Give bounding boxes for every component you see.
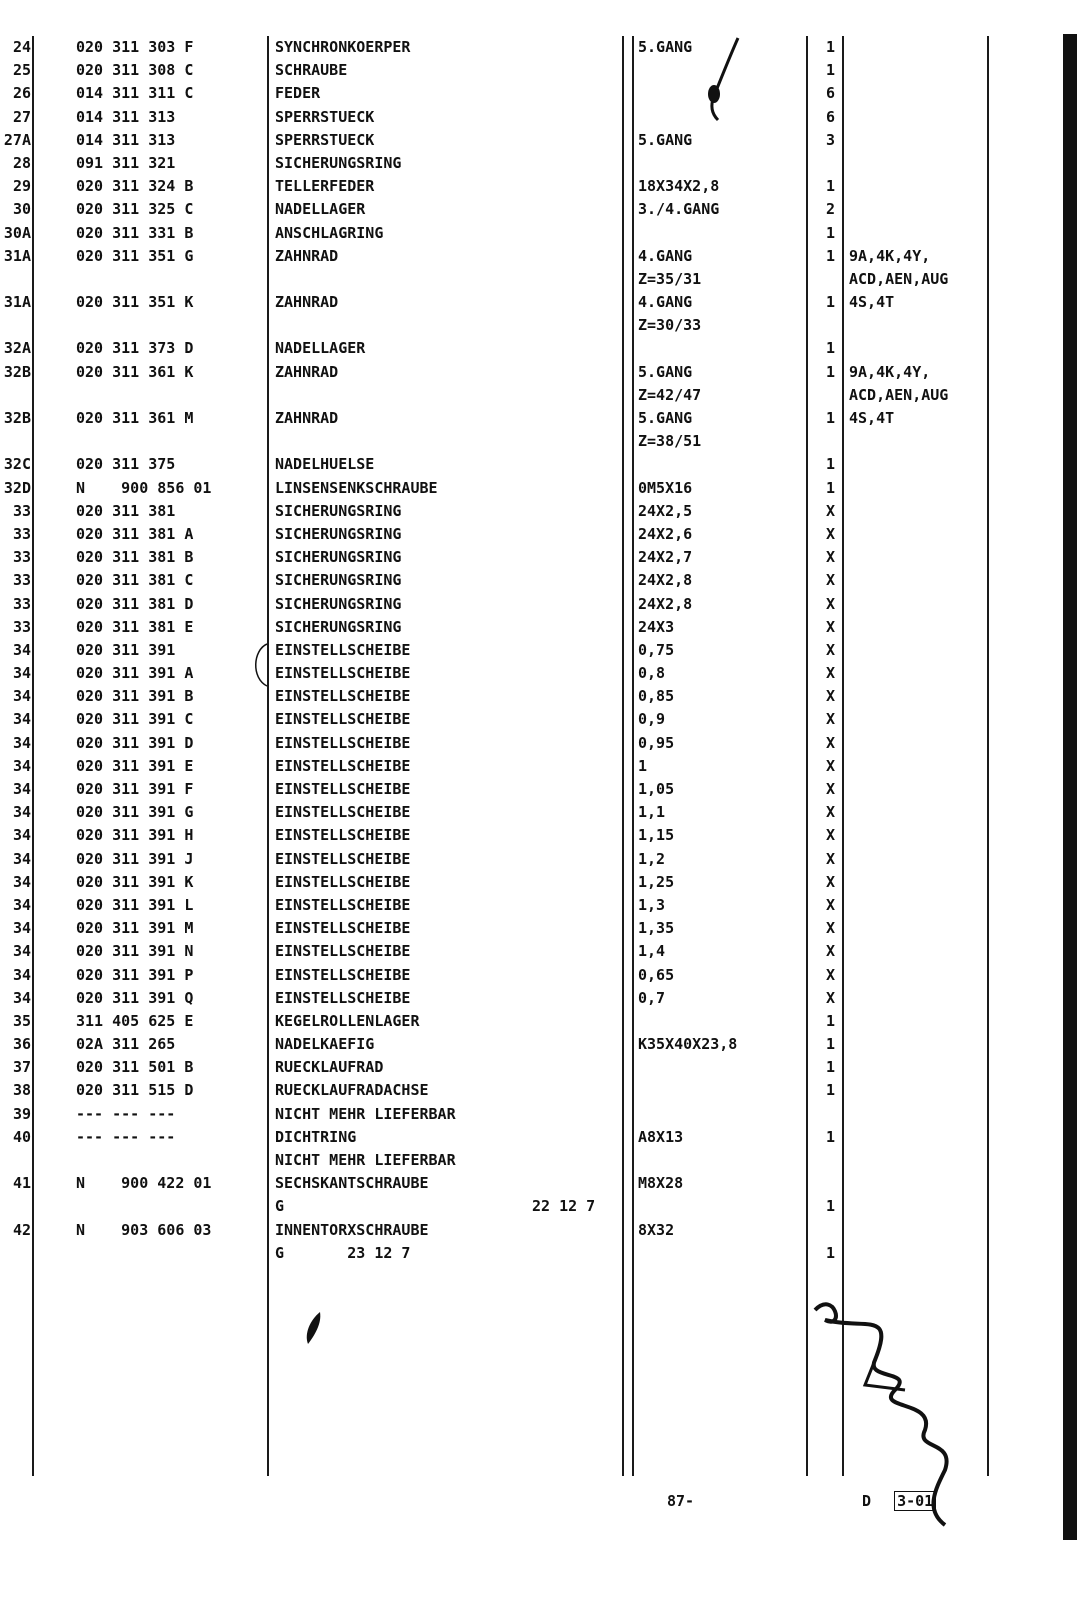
specification-cell: 4.GANG [638, 246, 693, 265]
specification-cell: 0M5X16 [638, 478, 693, 497]
position-cell: 42 [12, 1220, 31, 1239]
position-cell: 32C [3, 455, 31, 474]
part-number-cell: 020 311 391 K [76, 872, 194, 891]
position-cell: 31A [3, 293, 31, 312]
quantity-cell: 1 [826, 1035, 836, 1054]
quantity-cell: X [826, 965, 836, 984]
description-cell: SICHERUNGSRING [275, 594, 402, 613]
quantity-cell: X [826, 594, 836, 613]
quantity-cell: X [826, 872, 836, 891]
description-cell: SICHERUNGSRING [275, 524, 402, 543]
section-letter: D [862, 1492, 872, 1510]
position-cell: 32B [3, 362, 31, 381]
part-number-cell: 020 311 391 P [76, 965, 194, 984]
table-row [0, 917, 1087, 940]
table-row [0, 616, 1087, 639]
description-cell: NADELKAEFIG [275, 1035, 375, 1054]
part-number-cell: 020 311 515 D [76, 1081, 194, 1100]
quantity-cell: X [826, 501, 836, 520]
position-cell: 32A [3, 339, 31, 358]
specification-cell: 1,05 [638, 780, 675, 798]
table-row [0, 36, 1087, 59]
description-cell: EINSTELLSCHEIBE [275, 942, 411, 961]
specification-cell: Z=35/31 [638, 269, 702, 288]
position-cell: 40 [12, 1127, 31, 1146]
table-row [0, 546, 1087, 569]
position-cell: 34 [12, 733, 31, 752]
part-number-cell: 020 311 381 E [76, 617, 194, 636]
ink-mark [700, 36, 750, 126]
table-row [0, 778, 1087, 801]
description-cell: INNENTORXSCHRAUBE [275, 1220, 429, 1239]
quantity-cell: 1 [826, 293, 836, 312]
description-cell: SCHRAUBE [275, 61, 348, 80]
position-cell: 30A [3, 223, 31, 242]
ink-bracket [245, 640, 275, 690]
specification-cell: 8X32 [638, 1220, 675, 1239]
table-row [0, 106, 1087, 129]
table-row [0, 453, 1087, 476]
position-cell: 30 [12, 200, 31, 219]
quantity-cell: 6 [826, 84, 836, 103]
position-cell: 34 [12, 988, 31, 1007]
remark-cell: 9A,4K,4Y, [849, 362, 931, 381]
table-row [0, 940, 1087, 963]
specification-cell: 24X2,8 [638, 571, 693, 590]
description-cell: EINSTELLSCHEIBE [275, 965, 411, 984]
specification-cell: 0,65 [638, 965, 675, 984]
position-cell: 34 [12, 756, 31, 775]
part-number-cell: 020 311 391 E [76, 756, 194, 775]
specification-cell: 0,9 [638, 710, 666, 729]
description-cell: NICHT MEHR LIEFERBAR [275, 1104, 456, 1123]
description-cell: EINSTELLSCHEIBE [275, 803, 411, 822]
description-cell: SPERRSTUECK [275, 107, 375, 126]
table-row [0, 337, 1087, 360]
specification-cell: 24X2,7 [638, 548, 693, 567]
position-cell: 25 [12, 61, 31, 80]
description-cell: TELLERFEDER [275, 177, 375, 196]
part-number-cell: 020 311 381 A [76, 524, 194, 543]
position-cell: 34 [12, 895, 31, 914]
table-row [0, 1172, 1087, 1195]
specification-cell: 1,4 [638, 942, 666, 961]
table-row [0, 314, 1087, 337]
position-cell: 39 [12, 1104, 31, 1123]
position-cell: 33 [12, 594, 31, 613]
position-cell: 32D [3, 478, 31, 497]
specification-cell: Z=30/33 [638, 316, 702, 335]
position-cell: 41 [12, 1174, 31, 1193]
specification-cell: 0,85 [638, 687, 675, 706]
table-row [0, 1149, 1087, 1172]
quantity-cell: X [826, 895, 836, 914]
part-number-cell: 020 311 324 B [76, 177, 194, 196]
specification-cell: 4.GANG [638, 293, 693, 312]
position-cell: 36 [12, 1035, 31, 1054]
description-cell: EINSTELLSCHEIBE [275, 919, 411, 938]
specification-cell: 24X2,6 [638, 524, 693, 543]
description-cell: ANSCHLAGRING [275, 223, 384, 242]
quantity-cell: 1 [826, 38, 836, 56]
position-cell: 26 [12, 84, 31, 103]
description-cell: EINSTELLSCHEIBE [275, 826, 411, 845]
specification-cell: 18X34X2,8 [638, 177, 720, 196]
description-cell: SICHERUNGSRING [275, 548, 402, 567]
position-cell: 35 [12, 1011, 31, 1030]
part-number-cell: 020 311 391 M [76, 919, 194, 938]
table-row [0, 198, 1087, 221]
part-number-cell: 020 311 308 C [76, 61, 194, 80]
position-cell: 33 [12, 524, 31, 543]
table-row [0, 245, 1087, 268]
position-cell: 33 [12, 548, 31, 567]
description-cell: SPERRSTUECK [275, 130, 375, 149]
date-cell: 22 12 7 [532, 1197, 596, 1216]
page-number: 87- [667, 1492, 695, 1510]
quantity-cell: 1 [826, 362, 836, 381]
table-row [0, 268, 1087, 291]
part-number-cell: 020 311 381 C [76, 571, 194, 590]
quantity-cell: X [826, 988, 836, 1007]
part-number-cell: 020 311 391 H [76, 826, 194, 845]
quantity-cell: 1 [826, 177, 836, 196]
table-row [0, 1033, 1087, 1056]
part-number-cell: 311 405 625 E [76, 1011, 194, 1030]
table-row [0, 477, 1087, 500]
part-number-cell: 020 311 391 C [76, 710, 194, 729]
table-row [0, 1056, 1087, 1079]
quantity-cell: X [826, 664, 836, 683]
specification-cell: Z=38/51 [638, 432, 702, 451]
quantity-cell: X [826, 524, 836, 543]
table-row [0, 291, 1087, 314]
description-cell: ZAHNRAD [275, 409, 339, 427]
table-row [0, 430, 1087, 453]
ink-blot [300, 1310, 330, 1350]
table-row [0, 1010, 1087, 1033]
position-cell: 34 [12, 965, 31, 984]
table-row [0, 500, 1087, 523]
quantity-cell: X [826, 756, 836, 775]
description-cell: ZAHNRAD [275, 246, 339, 265]
table-row [0, 1103, 1087, 1126]
ink-scribble [805, 1290, 985, 1530]
quantity-cell: X [826, 803, 836, 822]
specification-cell: 5.GANG [638, 130, 693, 149]
part-number-cell: 020 311 391 N [76, 942, 194, 961]
table-row [0, 987, 1087, 1010]
quantity-cell: 1 [826, 1058, 836, 1077]
position-cell: 34 [12, 780, 31, 798]
part-number-cell: 020 311 391 A [76, 664, 194, 683]
description-cell: KEGELROLLENLAGER [275, 1011, 420, 1030]
description-cell: EINSTELLSCHEIBE [275, 849, 411, 868]
description-cell: G 23 12 7 [275, 1243, 411, 1262]
part-number-cell: N 900 856 01 [76, 478, 212, 497]
table-row [0, 1079, 1087, 1102]
part-number-cell: 020 311 381 [76, 501, 176, 520]
quantity-cell: X [826, 710, 836, 729]
specification-cell: 1,3 [638, 895, 666, 914]
position-cell: 28 [12, 153, 31, 172]
specification-cell: 0,7 [638, 988, 666, 1007]
quantity-cell: 1 [826, 339, 836, 358]
quantity-cell: X [826, 548, 836, 567]
specification-cell: 0,75 [638, 640, 675, 659]
quantity-cell: 6 [826, 107, 836, 126]
table-row [0, 82, 1087, 105]
quantity-cell: 3 [826, 130, 836, 149]
description-cell: SICHERUNGSRING [275, 153, 402, 172]
description-cell: LINSENSENKSCHRAUBE [275, 478, 438, 497]
part-number-cell: N 900 422 01 [76, 1174, 212, 1193]
description-cell: NADELLAGER [275, 339, 366, 358]
remark-cell: 9A,4K,4Y, [849, 246, 931, 265]
table-row [0, 755, 1087, 778]
quantity-cell: 2 [826, 200, 836, 219]
description-cell: NICHT MEHR LIEFERBAR [275, 1151, 456, 1169]
position-cell: 34 [12, 664, 31, 683]
description-cell: RUECKLAUFRADACHSE [275, 1081, 429, 1100]
description-cell: EINSTELLSCHEIBE [275, 895, 411, 914]
quantity-cell: 1 [826, 1011, 836, 1030]
table-row [0, 708, 1087, 731]
position-cell: 33 [12, 617, 31, 636]
description-cell: NADELHUELSE [275, 455, 375, 474]
description-cell: EINSTELLSCHEIBE [275, 780, 411, 798]
specification-cell: 3./4.GANG [638, 200, 720, 219]
position-cell: 27 [12, 107, 31, 126]
description-cell: G [275, 1197, 285, 1216]
specification-cell: Z=42/47 [638, 385, 702, 404]
position-cell: 34 [12, 803, 31, 822]
specification-cell: 1,25 [638, 872, 675, 891]
part-number-cell: --- --- --- [76, 1127, 176, 1146]
table-row [0, 407, 1087, 430]
part-number-cell: 014 311 311 C [76, 84, 194, 103]
quantity-cell: 1 [826, 223, 836, 242]
part-number-cell: 020 311 391 Q [76, 988, 194, 1007]
position-cell: 31A [3, 246, 31, 265]
specification-cell: 5.GANG [638, 409, 693, 427]
description-cell: DICHTRING [275, 1127, 357, 1146]
part-number-cell: 020 311 373 D [76, 339, 194, 358]
table-row [0, 871, 1087, 894]
table-row [0, 964, 1087, 987]
remark-cell: 4S,4T [849, 409, 895, 427]
part-number-cell: 020 311 381 D [76, 594, 194, 613]
description-cell: ZAHNRAD [275, 362, 339, 381]
part-number-cell: 020 311 391 D [76, 733, 194, 752]
remark-cell: ACD,AEN,AUG [849, 385, 949, 404]
table-row [0, 639, 1087, 662]
part-number-cell: 020 311 391 L [76, 895, 194, 914]
table-row [0, 1219, 1087, 1242]
position-cell: 24 [12, 38, 31, 56]
quantity-cell: 1 [826, 455, 836, 474]
position-cell: 38 [12, 1081, 31, 1100]
table-row [0, 593, 1087, 616]
position-cell: 34 [12, 826, 31, 845]
part-number-cell: 020 311 361 M [76, 409, 194, 427]
quantity-cell: X [826, 849, 836, 868]
position-cell: 33 [12, 501, 31, 520]
table-row [0, 222, 1087, 245]
quantity-cell: 1 [826, 1243, 836, 1262]
description-cell: NADELLAGER [275, 200, 366, 219]
specification-cell: 5.GANG [638, 38, 693, 56]
table-row [0, 824, 1087, 847]
quantity-cell: X [826, 826, 836, 845]
position-cell: 27A [3, 130, 31, 149]
part-number-cell: 020 311 351 G [76, 246, 194, 265]
position-cell: 29 [12, 177, 31, 196]
remark-cell: ACD,AEN,AUG [849, 269, 949, 288]
position-cell: 34 [12, 942, 31, 961]
table-row [0, 732, 1087, 755]
specification-cell: 1,15 [638, 826, 675, 845]
description-cell: SYNCHRONKOERPER [275, 38, 411, 56]
table-row [0, 129, 1087, 152]
description-cell: EINSTELLSCHEIBE [275, 640, 411, 659]
part-number-cell: 020 311 325 C [76, 200, 194, 219]
description-cell: EINSTELLSCHEIBE [275, 988, 411, 1007]
position-cell: 32B [3, 409, 31, 427]
description-cell: SICHERUNGSRING [275, 617, 402, 636]
section-box: 3-01 [894, 1491, 936, 1511]
specification-cell: M8X28 [638, 1174, 684, 1193]
specification-cell: 0,95 [638, 733, 675, 752]
position-cell: 33 [12, 571, 31, 590]
quantity-cell: 1 [826, 1197, 836, 1216]
part-number-cell: --- --- --- [76, 1104, 176, 1123]
specification-cell: A8X13 [638, 1127, 684, 1146]
specification-cell: 1 [638, 756, 648, 775]
specification-cell: 24X2,5 [638, 501, 693, 520]
specification-cell: 1,1 [638, 803, 666, 822]
description-cell: ZAHNRAD [275, 293, 339, 312]
quantity-cell: X [826, 942, 836, 961]
part-number-cell: 020 311 391 G [76, 803, 194, 822]
specification-cell: 24X2,8 [638, 594, 693, 613]
position-cell: 37 [12, 1058, 31, 1077]
specification-cell: 5.GANG [638, 362, 693, 381]
description-cell: SICHERUNGSRING [275, 501, 402, 520]
quantity-cell: X [826, 640, 836, 659]
specification-cell: 1,35 [638, 919, 675, 938]
description-cell: SICHERUNGSRING [275, 571, 402, 590]
description-cell: EINSTELLSCHEIBE [275, 733, 411, 752]
part-number-cell: 014 311 313 [76, 107, 176, 126]
quantity-cell: 1 [826, 246, 836, 265]
part-number-cell: 020 311 351 K [76, 293, 194, 312]
description-cell: SECHSKANTSCHRAUBE [275, 1174, 429, 1193]
position-cell: 34 [12, 919, 31, 938]
part-number-cell: 020 311 375 [76, 455, 176, 474]
description-cell: FEDER [275, 84, 321, 103]
position-cell: 34 [12, 849, 31, 868]
table-row [0, 894, 1087, 917]
quantity-cell: 1 [826, 61, 836, 80]
description-cell: EINSTELLSCHEIBE [275, 756, 411, 775]
remark-cell: 4S,4T [849, 293, 895, 312]
part-number-cell: 020 311 501 B [76, 1058, 194, 1077]
table-row [0, 152, 1087, 175]
position-cell: 34 [12, 687, 31, 706]
specification-cell: 0,8 [638, 664, 666, 683]
part-number-cell: 014 311 313 [76, 130, 176, 149]
quantity-cell: 1 [826, 409, 836, 427]
table-row [0, 523, 1087, 546]
table-row [0, 175, 1087, 198]
quantity-cell: 1 [826, 1081, 836, 1100]
table-row [0, 59, 1087, 82]
part-number-cell: 020 311 331 B [76, 223, 194, 242]
description-cell: EINSTELLSCHEIBE [275, 710, 411, 729]
description-cell: EINSTELLSCHEIBE [275, 687, 411, 706]
table-row [0, 1242, 1087, 1265]
position-cell: 34 [12, 872, 31, 891]
table-row [0, 662, 1087, 685]
part-number-cell: 020 311 361 K [76, 362, 194, 381]
table-row [0, 1126, 1087, 1149]
part-number-cell: 020 311 391 J [76, 849, 194, 868]
specification-cell: K35X40X23,8 [638, 1035, 738, 1054]
part-number-cell: 020 311 391 [76, 640, 176, 659]
part-number-cell: 091 311 321 [76, 153, 176, 172]
specification-cell: 24X3 [638, 617, 675, 636]
part-number-cell: 020 311 303 F [76, 38, 194, 56]
table-row [0, 848, 1087, 871]
part-number-cell: N 903 606 03 [76, 1220, 212, 1239]
table-row [0, 569, 1087, 592]
quantity-cell: X [826, 617, 836, 636]
part-number-cell: 020 311 391 B [76, 687, 194, 706]
table-row [0, 361, 1087, 384]
quantity-cell: X [826, 687, 836, 706]
position-cell: 34 [12, 710, 31, 729]
quantity-cell: 1 [826, 1127, 836, 1146]
table-row [0, 384, 1087, 407]
table-row [0, 801, 1087, 824]
description-cell: RUECKLAUFRAD [275, 1058, 384, 1077]
quantity-cell: X [826, 780, 836, 798]
parts-table [0, 36, 1087, 1265]
quantity-cell: X [826, 733, 836, 752]
quantity-cell: X [826, 571, 836, 590]
part-number-cell: 02A 311 265 [76, 1035, 176, 1054]
table-row [0, 685, 1087, 708]
quantity-cell: X [826, 919, 836, 938]
description-cell: EINSTELLSCHEIBE [275, 872, 411, 891]
part-number-cell: 020 311 391 F [76, 780, 194, 798]
part-number-cell: 020 311 381 B [76, 548, 194, 567]
quantity-cell: 1 [826, 478, 836, 497]
specification-cell: 1,2 [638, 849, 666, 868]
description-cell: EINSTELLSCHEIBE [275, 664, 411, 683]
table-row [0, 1195, 1087, 1218]
position-cell: 34 [12, 640, 31, 659]
